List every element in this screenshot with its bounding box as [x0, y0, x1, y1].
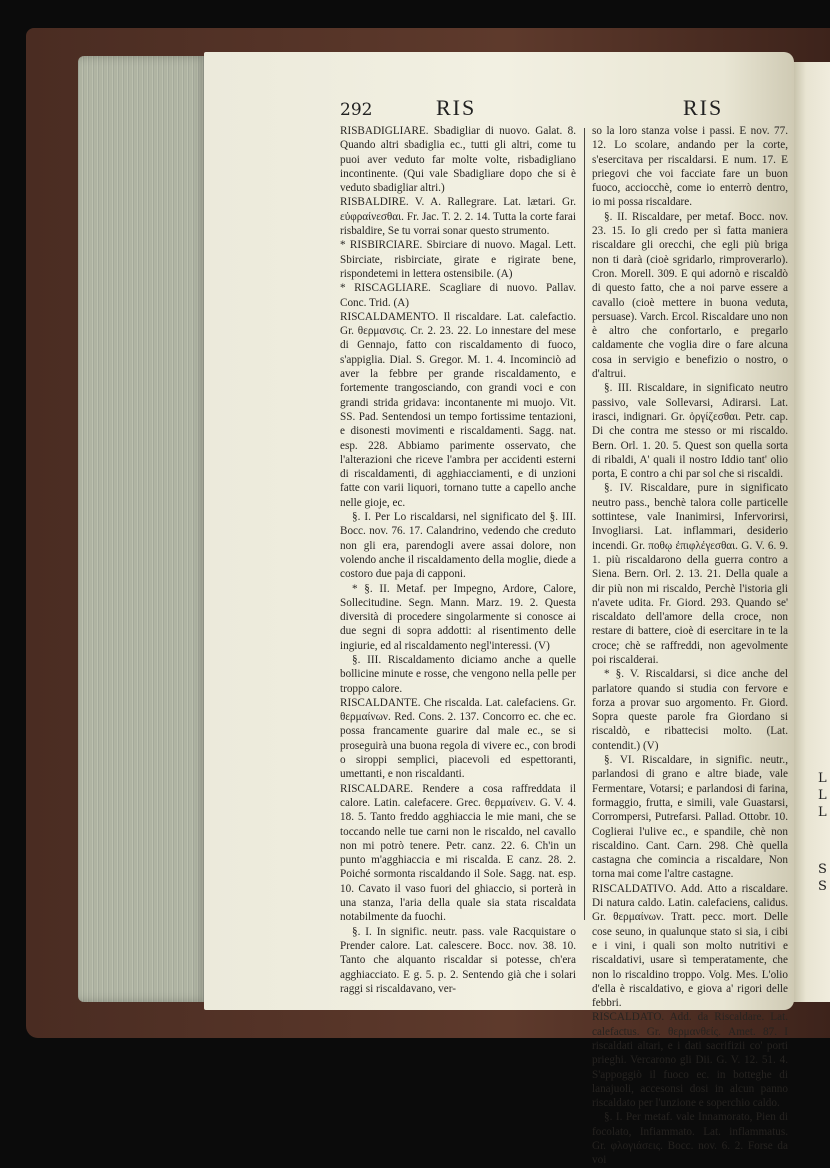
- entry-paragraph: RISCALDATO. Add. da Riscaldare. Lat. calefactus. Gr. θερμανθείς. Amet. 87. I riscaldati altari, e i dati sacrifizii co' porti prieghi. Vercarono gli Dii. G. V. 12. 51. 4. S'appoggiò il fuoco ec. in botteghe di lanajuoli, accesonsi dosi in alcun panno riscaldato per l'unzione e soperchio caldo.: [592, 1011, 788, 1110]
- entry-paragraph: so la loro stanza volse i passi. E nov. 77. 12. Lo scolare, andando per la corte, s'esercitava per riscaldarsi. E num. 17. E priegovi che voi facciate fare un buon fuoco, acciocchè, come io enterrò dentro, io mi possa riscaldare.: [592, 125, 788, 209]
- entry-paragraph: RISBALDIRE. V. A. Rallegrare. Lat. lætari. Gr. εὐφραίνεσθαι. Fr. Jac. T. 2. 2. 14. Tutta la corte farai risbaldire, Se tu vorrai sonar questo strumento.: [340, 196, 576, 238]
- left-column: [340, 124, 576, 995]
- entry-paragraph: §. I. Per Lo riscaldarsi, nel significato del §. III. Bocc. nov. 76. 17. Calandrino, vedendo che creduto non gli era, parendogli avere assai dolore, non volendo anche il riscaldamento della moglie, diede a costoro due paja di capponi.: [340, 511, 576, 581]
- entry-paragraph: §. I. In signific. neutr. pass. vale Racquistare o Prender calore. Lat. calescere. Bocc. nov. 38. 10. Tanto che alquanto riscaldar si potesse, ch'era agghiacciato. E g. 5. p. 2. Sentendo già che i solari raggi si riscaldavano, ver-: [340, 925, 576, 995]
- entry-paragraph: RISCALDARE. Rendere a cosa raffreddata il calore. Latin. calefacere. Grec. θερμαίνειν. G. V. 4. 18. 5. Tanto freddo agghiaccia le mie mani, che se toccando nelle tue carni non le riscaldo, nel cavallo non mi potrò tenere. Petr. canz. 22. 6. Ch'in un punto m'agghiaccia e mi riscalda. E canz. 28. 2. Poiché sormonta riscaldando il Sole. Sagg. nat. esp. 10. Cavato il vaso fuori del ghiaccio, si porterà in una stanza, l'aria della quale sia stata riscaldata notabilmente da fuochi.: [340, 782, 576, 924]
- running-header-right: RIS: [683, 95, 724, 120]
- next-page-letter: L: [818, 805, 827, 820]
- entry-paragraph: §. III. Riscaldare, in significato neutro passivo, vale Sollevarsi, Adirarsi. Lat. irasci, indignari. Gr. ὀργίζεσθαι. Petr. cap. Di che contra me stesso or mi riscaldo. Bern. Orl. 1. 20. 5. Quest son quella sorta di ribaldi, A' quali il nostro Iddio tant' olio porta, E contro a chi par sol che si riscaldi.: [592, 382, 788, 481]
- entry-paragraph: * RISBIRCIARE. Sbirciare di nuovo. Magal. Lett. Sbirciate, risbirciate, girate e rigirate bene, rispondetemi in lettera ostensibile. (A): [340, 239, 576, 280]
- next-page-letter: L: [818, 788, 827, 803]
- entry-paragraph: * RISCAGLIARE. Scagliare di nuovo. Pallav. Conc. Trid. (A): [340, 282, 576, 309]
- entry-paragraph: RISCALDANTE. Che riscalda. Lat. calefaciens. Gr. θερμαίνων. Red. Cons. 2. 137. Concorro ec. che ec. possa francamente guarire dal male ec., se si proseguirà una buona regola di vivere ec., con brodi o siroppi semplici, piacevoli ed espettoranti, umettanti, e non riscaldanti.: [340, 696, 576, 781]
- entry-paragraph: §. VI. Riscaldare, in signific. neutr., parlandosi di grano e altre biade, vale Fermentare, Votarsi; e parlandosi di farina, formaggio, frutta, e simili, vale Guastarsi, Corrompersi, Putrefarsi. Pallad. Ottobr. 10. Coglierai l'ulive ec., e spandile, chè non riscaldino. Cant. Carn. 298. Chè quella castagna che comincia a riscaldare, Non torna mai come l'altre castagne.: [592, 754, 788, 881]
- page-number: 292: [340, 100, 373, 120]
- entry-paragraph: RISBADIGLIARE. Sbadigliar di nuovo. Galat. 8. Quando altri sbadiglia ec., tutti gli altri, come tu puoi aver veduto far molte volte, risbadigliano incontinente. (Qui vale Sbadigliare dopo che si è veduto sbadigliar altri.): [340, 125, 576, 195]
- next-page-text: [818, 150, 827, 895]
- next-page-letter: L: [818, 771, 827, 786]
- column-rule: [584, 128, 585, 920]
- next-page-letter: S: [818, 879, 827, 894]
- right-column: [592, 124, 788, 1167]
- next-page-letter: S: [818, 862, 827, 877]
- page-edges: [78, 56, 208, 1002]
- entry-paragraph: RISCALDAMENTO. Il riscaldare. Lat. calefactio. Gr. θερμανσις. Cr. 2. 23. 22. Lo innestare del mese di Gennajo, fatto con riscaldamento di fuoco, s'appiglia. Dial. S. Gregor. M. 1. 4. Incominciò ad aver la febbre per grande riscaldamento, e fortemente trangosciando, con grandi voci e con grandi strida gridava: incontanente mi muojo. Vit. SS. Pad. Sentendosi un tempo fortissime tentazioni, e disonesti movimenti e riscaldamenti. Sagg. nat. esp. 228. Abbiamo parimente osservato, che l'alterazioni che riceve l'ambra per accidenti esterni di riscaldamenti, di agghiacciamenti, e di unzioni fatte con varii liquori, tornano tutte a capello anche nelle gioje, ec.: [340, 310, 576, 509]
- entry-paragraph: §. I. Per metaf. vale Innamorato, Pien di focolato, Infiammato. Lat. inflammatus. Gr. φλογιάσεις. Bocc. nov. 6. 2. Forse da voi: [592, 1111, 788, 1167]
- running-header-left: RIS: [436, 95, 477, 120]
- entry-paragraph: §. IV. Riscaldare, pure in significato neutro pass., benchè talora colle particelle sottintese, vale Inanimirsi, Infervorirsi, Invogliarsi. Lat. inflammari, desiderio incendi. Gr. ποθῳ ἐπιφλέγεσθαι. G. V. 6. 9. 1. più riscaldarono della guerra contro a Siena. Bern. Orl. 2. 13. 21. Della quale a dir più non mi riscaldo, Perchè l'istoria gli n'avete udita. Fr. Giord. 293. Quando se' riscaldato dell'amore della croce, non restare di battere, cioè di esercitare in te la croce; chè se raffreddi, non agevolmente poi riscalderai.: [592, 482, 788, 666]
- entry-paragraph: §. II. Riscaldare, per metaf. Bocc. nov. 23. 15. Io gli credo per sì fatta maniera riscaldare gli orecchi, che egli più briga non ti darà (cioè sgridarlo, rimproverarlo). Cron. Morell. 309. E qui adornò e riscaldò di questo fatto, che a noi parve essere a cavallo (cioè mettere in buona veduta, persuase). Varch. Ercol. Riscaldare uno non è altro che confortarlo, e pregarlo caldamente che voglia dire o fare alcuna cosa in servigio e benefizio o nostro, o d'altrui.: [592, 210, 788, 381]
- entry-paragraph: RISCALDATIVO. Add. Atto a riscaldare. Di natura caldo. Latin. calefaciens, calidus. Gr. θερμαίνων. Tratt. pecc. mort. Delle cose seuno, in qualunque stato si sia, i cibi e i vini, i quali son molto nutritivi e riscaldativi, usare sì temperatamente, che non lo riscaldino troppo. Volg. Mes. L'olio d'ella è riscaldativo, e giova a' rigori delle febbri.: [592, 882, 788, 1010]
- entry-paragraph: * §. II. Metaf. per Impegno, Ardore, Calore, Sollecitudine. Segn. Mann. Marz. 19. 2. Questa diversità di procedere singolarmente si conosce ai due segni di sopra addotti: al risentimento delle ingiurie, ed al riscaldamento negl'interessi. (V): [340, 582, 576, 652]
- entry-paragraph: * §. V. Riscaldarsi, si dice anche del parlatore quando si studia con fervore e forza a provar suo argomento. Fr. Giord. Sopra queste parole fra Giordano si riscaldò, e ribattecisi molto. (Lat. contendit.) (V): [592, 668, 788, 752]
- entry-paragraph: §. III. Riscaldamento diciamo anche a quelle bollicine minute e rosse, che vengono nella pelle per troppo calore.: [340, 653, 576, 695]
